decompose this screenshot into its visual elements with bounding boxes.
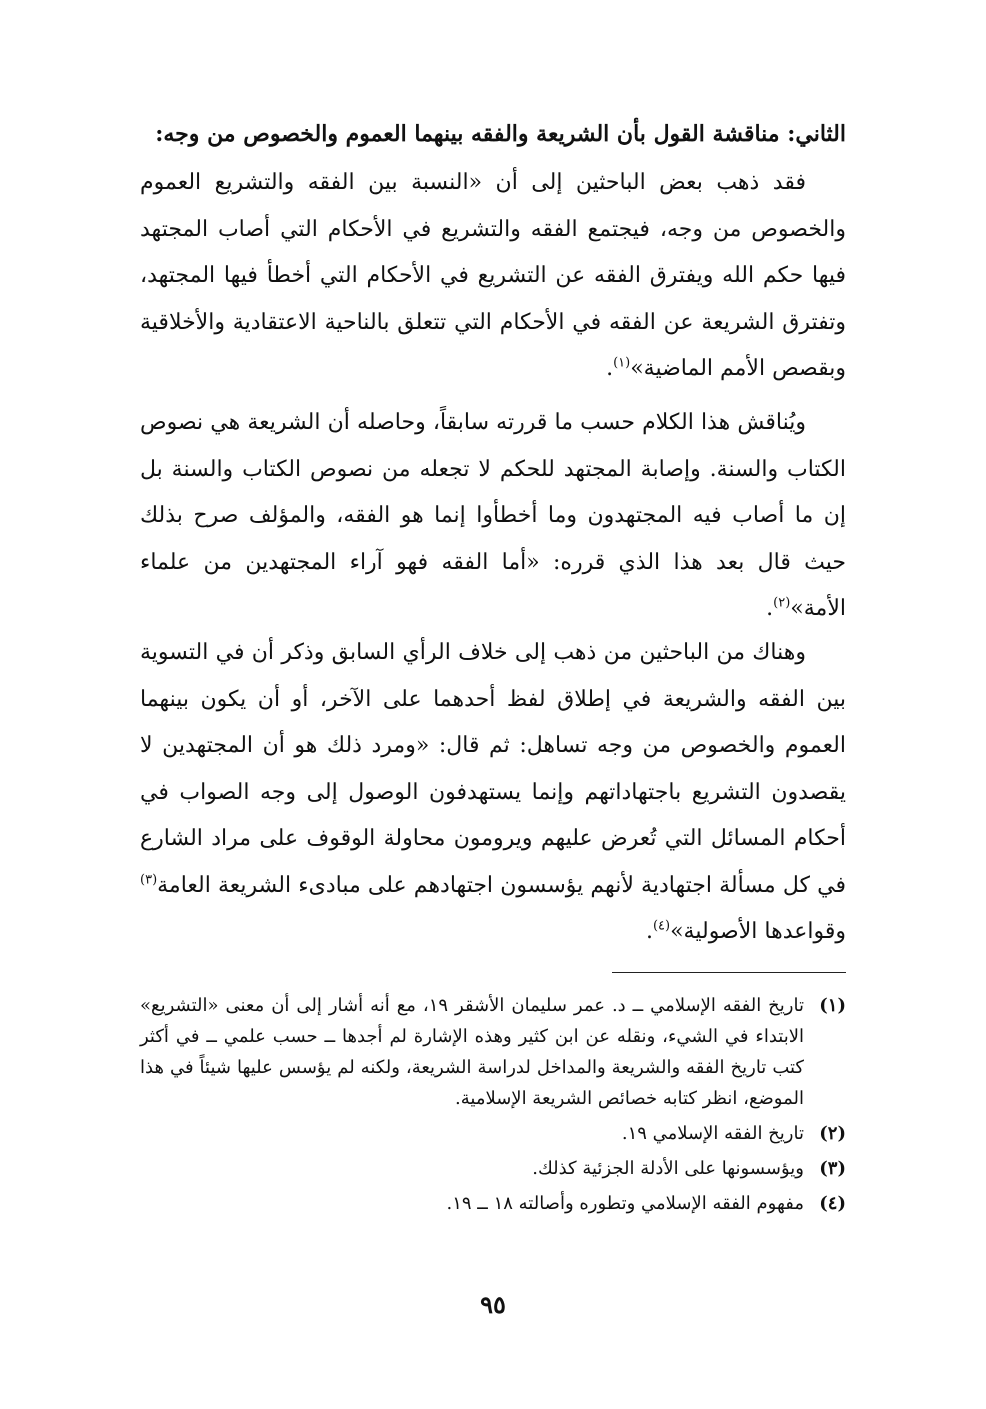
paragraph-3 [140,630,846,956]
page-number: ٩٥ [480,1290,506,1319]
footnote-ref-4[interactable]: (٤) [652,918,671,934]
footnote-number: (٤) [819,1193,846,1214]
paragraph-2-text: ويُناقش هذا الكلام حسب ما قررته سابقاً، وحاصله أن الشريعة هي نصوص الكتاب والسنة. وإصابة المجتهد للحكم لا تجعله من نصوص الكتاب والسنة بل إن ما أصاب فيه المجتهدون وما أخطأوا إنما هو الفقه، والمؤلف صرح بذلك حيث قال بعد هذا الذي قرره: «أما الفقه فهو آراء المجتهدين من علماء الأمة» [140,410,846,621]
footnote-divider [612,972,846,973]
footnote-text: تاريخ الفقه الإسلامي ١٩. [621,1123,804,1144]
paragraph-1-tail: . [606,356,614,381]
paragraph-1-text: فقد ذهب بعض الباحثين إلى أن «النسبة بين الفقه والتشريع العموم والخصوص من وجه، فيجتمع الفقه والتشريع في الأحكام التي أصاب المجتهد فيها حكم الله ويفترق الفقه عن التشريع في الأحكام التي أخطأ فيها المجتهد، وتفترق الشريعة عن الفقه في الأحكام التي تتعلق بالناحية الاعتقادية والأخلاقية وبقصص الأمم الماضية» [140,170,846,381]
paragraph-3-tail: . [645,919,653,944]
footnote-ref-2[interactable]: (٢) [773,595,791,611]
footnote-text: مفهوم الفقه الإسلامي وتطوره وأصالته ١٨ ــ ١٩. [446,1193,804,1214]
footnote-number: (٣) [819,1158,846,1179]
footnote-3 [140,1153,846,1184]
footnotes [140,990,846,1223]
footnote-text: ويؤسسونها على الأدلة الجزئية كذلك. [532,1158,804,1179]
paragraph-3-text-continued: وقواعدها الأصولية» [670,919,846,944]
paragraph-2-tail: . [766,596,774,621]
footnote-text: تاريخ الفقه الإسلامي ــ د. عمر سليمان الأشقر ١٩، مع أنه أشار إلى أن معنى «التشريع» الابتداء في الشيء، ونقله عن ابن كثير وهذه الإشارة لم أجدها ــ حسب علمي ــ في أكثر كتب تاريخ الفقه والشريعة والمداخل لدراسة الشريعة، ولكنه لم يؤسس عليها شيئاً في هذا الموضع، انظر كتابه خصائص الشريعة الإسلامية. [140,995,804,1109]
footnote-4 [140,1188,846,1219]
footnote-number: (١) [819,995,846,1016]
paragraph-2 [140,400,846,633]
section-heading: الثاني: مناقشة القول بأن الشريعة والفقه بينهما العموم والخصوص من وجه: [155,121,846,147]
paragraph-1 [140,160,846,393]
footnote-number: (٢) [819,1123,846,1144]
footnote-1 [140,990,846,1114]
footnote-ref-3[interactable]: (٣) [140,872,158,888]
footnote-ref-1[interactable]: (١) [613,355,631,371]
paragraph-3-text: وهناك من الباحثين من ذهب إلى خلاف الرأي السابق وذكر أن في التسوية بين الفقه والشريعة في إطلاق لفظ أحدهما على الآخر، أو أن يكون بينهما العموم والخصوص من وجه تساهل: ثم قال: «ومرد ذلك هو أن المجتهدين لا يقصدون التشريع باجتهاداتهم وإنما يستهدفون الوصول إلى وجه الصواب في أحكام المسائل التي تُعرض عليهم ويرومون محاولة الوقوف على مراد الشارع في كل مسألة اجتهادية لأنهم يؤسسون اجتهادهم على مبادىء الشريعة العامة [140,640,847,898]
footnote-2 [140,1118,846,1149]
